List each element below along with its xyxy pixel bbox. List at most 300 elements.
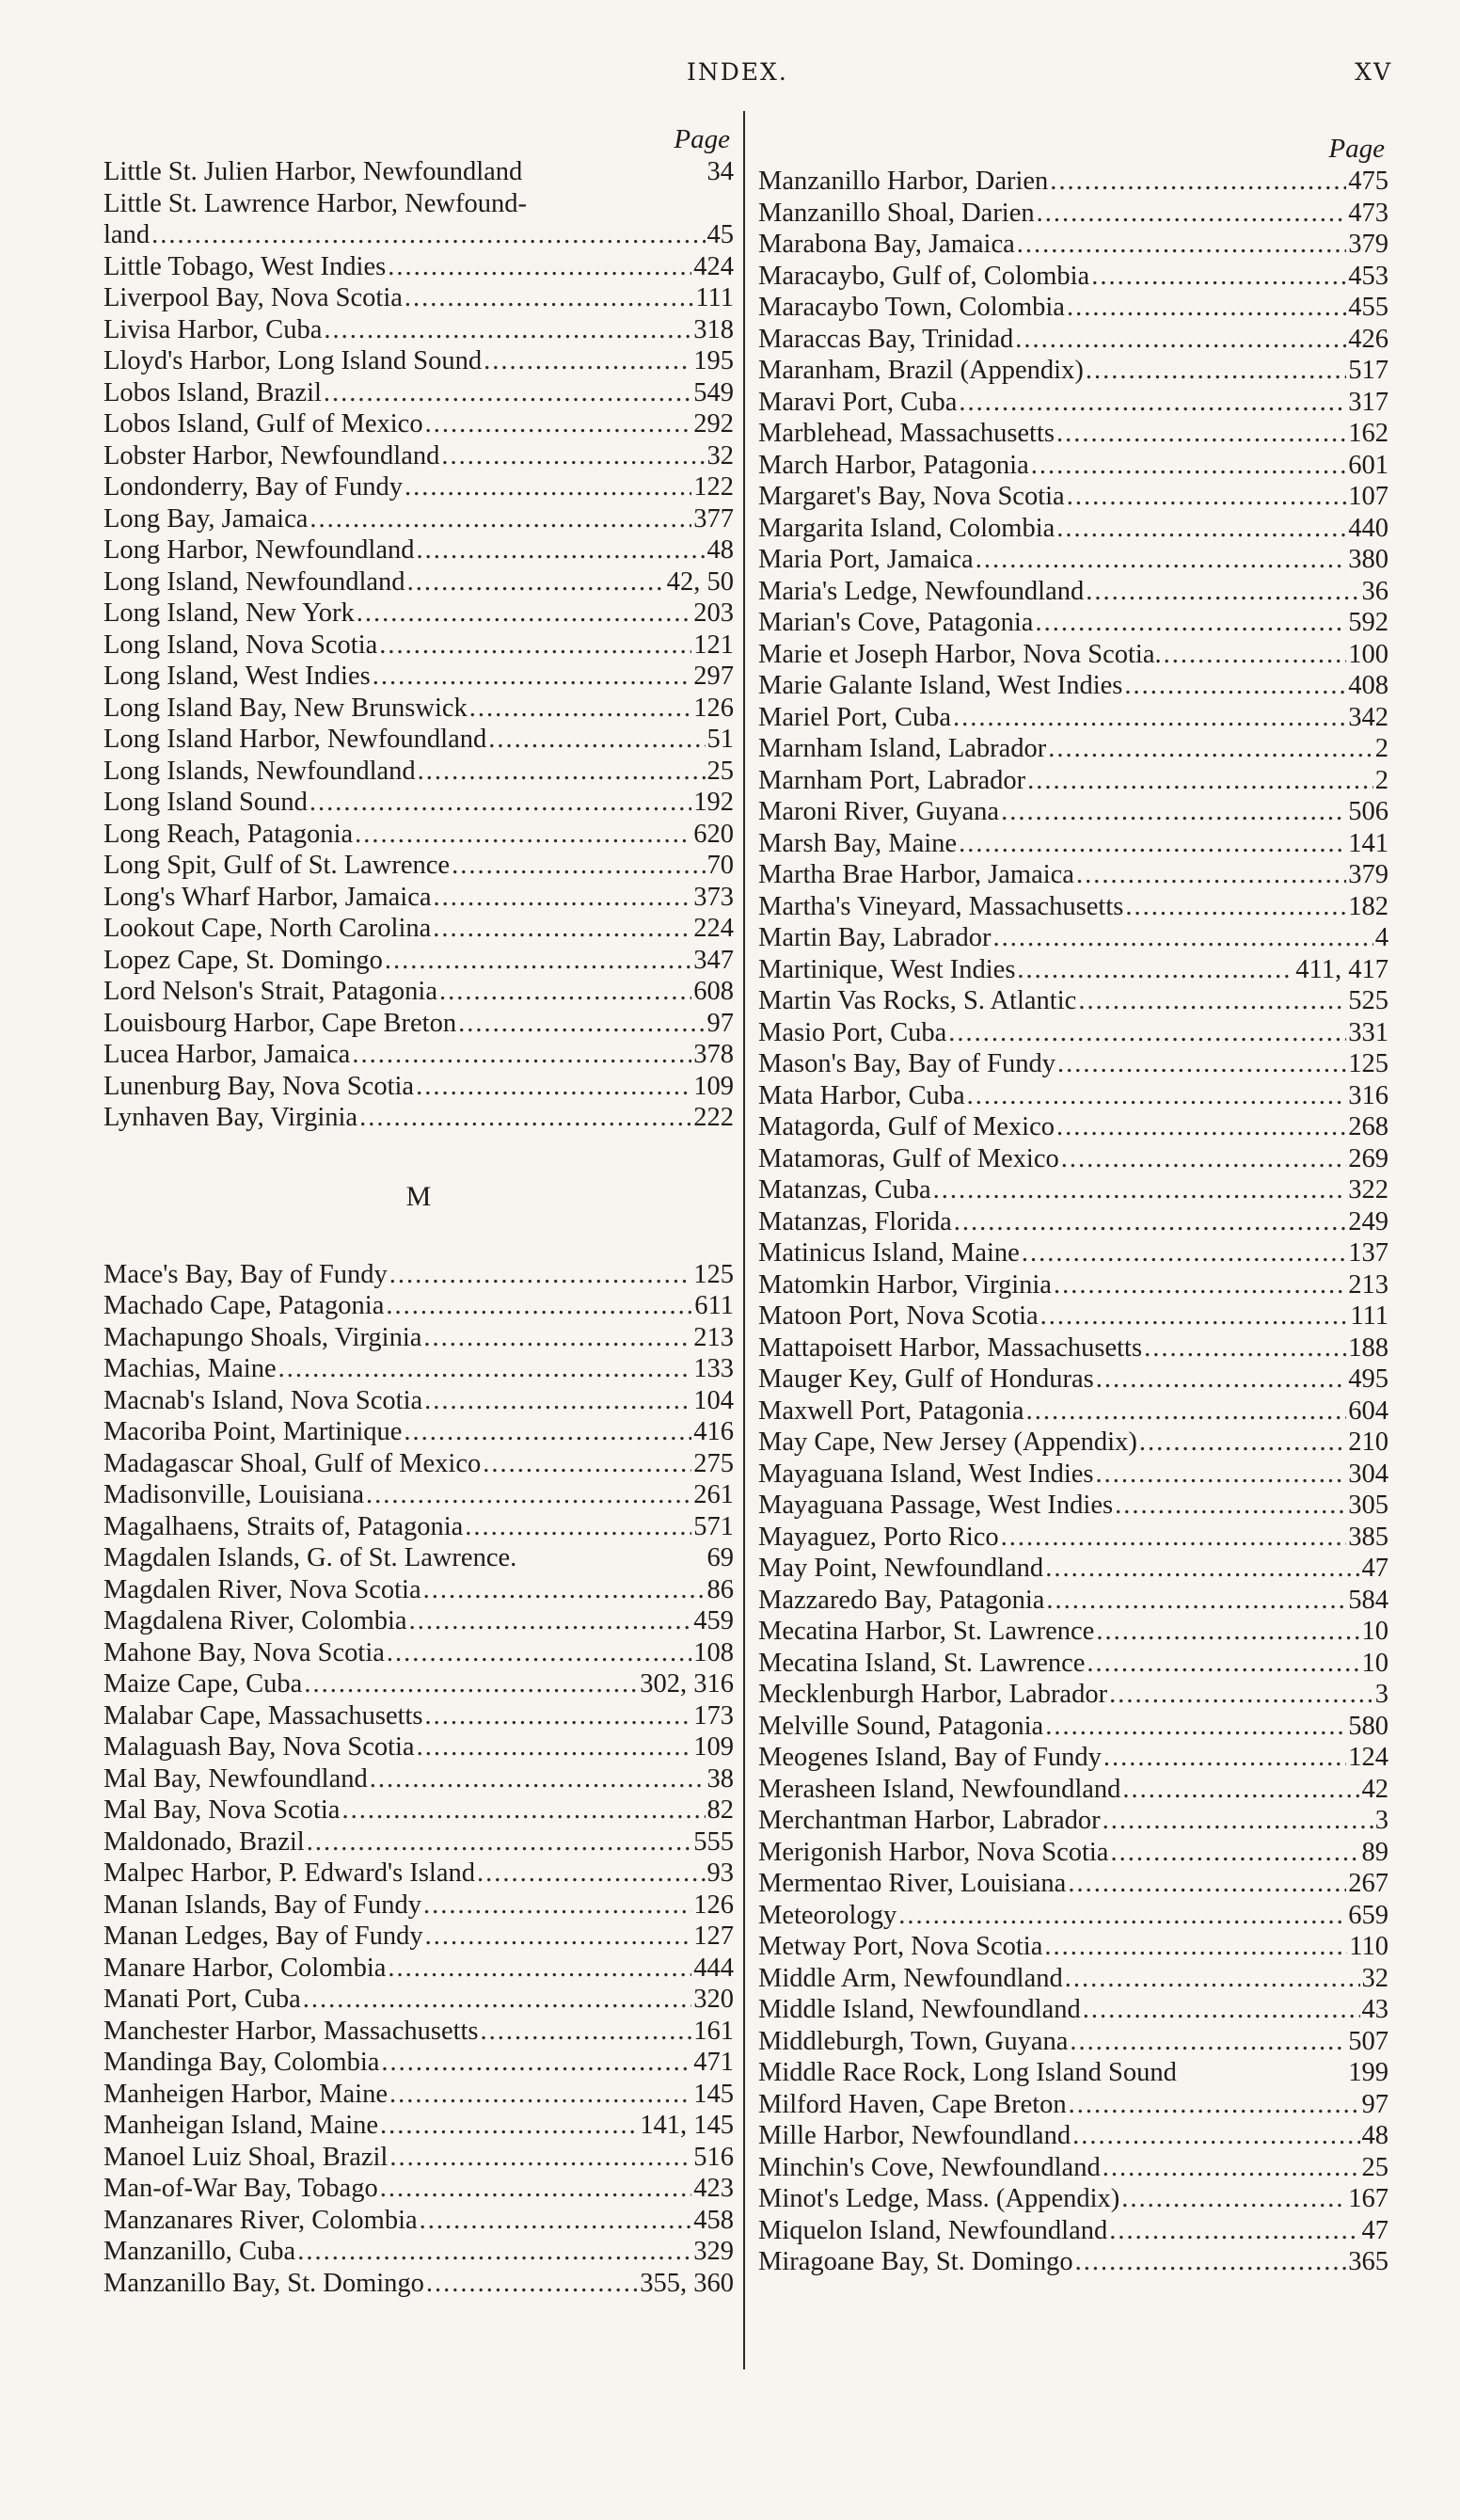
leader-dots <box>423 1574 706 1606</box>
entry-page-number: 261 <box>693 1480 734 1509</box>
index-entry <box>103 1826 734 1858</box>
index-entry <box>758 324 1389 356</box>
leader-dots <box>1044 1931 1347 1963</box>
leader-dots <box>151 219 705 251</box>
index-entry <box>758 481 1389 513</box>
index-entry <box>758 1900 1389 1932</box>
entry-name: Maraccas Bay, Trinidad <box>758 324 1014 354</box>
entry-name: Martin Vas Rocks, S. Atlantic <box>758 986 1077 1015</box>
leader-dots <box>1027 765 1373 797</box>
entry-name: Middle Race Rock, Long Island Sound <box>758 2058 1177 2087</box>
entry-name: Marnham Port, Labrador <box>758 765 1026 795</box>
index-entry <box>103 314 734 346</box>
index-entry <box>758 702 1389 734</box>
entry-name: Middle Island, Newfoundland <box>758 1995 1081 2024</box>
entry-page-number: 385 <box>1348 1522 1389 1552</box>
entry-name: Manati Port, Cuba <box>103 1985 301 2014</box>
entry-name: Livisa Harbor, Cuba <box>103 314 323 344</box>
index-entry <box>103 534 734 566</box>
index-entry <box>103 1448 734 1480</box>
index-entry <box>758 2120 1389 2152</box>
leader-dots <box>386 1290 692 1322</box>
entry-name: Long Island, West Indies <box>103 662 371 691</box>
index-entry <box>758 1868 1389 1900</box>
entry-page-number: 659 <box>1348 1900 1389 1930</box>
entry-page-number: 145 <box>693 2079 734 2109</box>
index-entry <box>758 1774 1389 1806</box>
index-entry <box>758 387 1389 419</box>
entry-page-number: 275 <box>693 1448 734 1478</box>
entry-name: Mille Harbor, Newfoundland <box>758 2121 1071 2150</box>
index-entry <box>758 1837 1389 1869</box>
left-entries-bottom <box>103 1259 734 2300</box>
index-entry <box>758 1174 1389 1206</box>
entry-page-number: 104 <box>693 1385 734 1415</box>
entry-page-number: 342 <box>1348 702 1389 732</box>
entry-name: Macoriba Point, Martinique <box>103 1417 403 1446</box>
index-entry <box>103 819 734 851</box>
leader-dots <box>954 1206 1346 1238</box>
right-column <box>758 122 1389 2278</box>
index-entry <box>758 1648 1389 1680</box>
entry-name: Margarita Island, Colombia <box>758 513 1055 543</box>
leader-dots <box>469 693 691 725</box>
index-entry <box>758 450 1389 482</box>
leader-dots <box>1070 2026 1346 2058</box>
entry-name: Matamoras, Gulf of Mexico <box>758 1143 1059 1173</box>
entry-name: Liverpool Bay, Nova Scotia <box>103 283 403 312</box>
entry-page-number: 380 <box>1348 545 1389 574</box>
entry-name: Minchin's Cove, Newfoundland <box>758 2152 1101 2182</box>
index-entry <box>103 882 734 914</box>
entry-name: Mecklenburgh Harbor, Labrador <box>758 1680 1108 1709</box>
entry-page-number: 3 <box>1374 1806 1389 1835</box>
leader-dots <box>1109 2215 1359 2247</box>
index-entry <box>103 1605 734 1637</box>
index-entry <box>103 1763 734 1795</box>
entry-name: Martin Bay, Labrador <box>758 923 992 952</box>
index-entry <box>103 2268 734 2300</box>
entry-page-number: 459 <box>693 1606 734 1635</box>
leader-dots <box>1045 1553 1359 1585</box>
index-entry <box>103 1984 734 2016</box>
entry-name: Merasheen Island, Newfoundland <box>758 1774 1121 1804</box>
index-entry <box>758 2246 1389 2278</box>
entry-page-number: 495 <box>1348 1364 1389 1394</box>
entry-name: Mayaguez, Porto Rico <box>758 1522 999 1552</box>
entry-page-number: 377 <box>693 503 734 534</box>
leader-dots <box>359 1102 691 1134</box>
entry-name: Middleburgh, Town, Guyana <box>758 2026 1069 2056</box>
entry-name: Madisonville, Louisiana <box>103 1480 365 1509</box>
entry-name: Long Island, New York <box>103 598 355 628</box>
entry-page-number: 3 <box>1374 1680 1389 1709</box>
entry-name: Maroni River, Guyana <box>758 797 1000 826</box>
leader-dots <box>324 377 691 409</box>
entry-page-number: 269 <box>1348 1143 1389 1173</box>
leader-dots <box>1109 1679 1373 1711</box>
entry-name: Matoon Port, Nova Scotia <box>758 1301 1039 1331</box>
entry-name: Magalhaens, Straits of, Patagonia <box>103 1511 464 1541</box>
leader-dots <box>967 1080 1347 1112</box>
index-entry <box>758 1711 1389 1743</box>
entry-page-number: 365 <box>1348 2247 1389 2276</box>
entry-page-number: 137 <box>1348 1238 1389 1268</box>
entry-page-number: 47 <box>1361 2215 1389 2245</box>
entry-name: Louisbourg Harbor, Cape Breton <box>103 1008 457 1038</box>
leader-dots <box>420 2205 692 2237</box>
leader-dots <box>303 1984 691 2016</box>
index-entry <box>758 639 1389 671</box>
index-entry <box>758 1994 1389 2026</box>
entry-name: Malaguash Bay, Nova Scotia <box>103 1732 415 1762</box>
leader-dots <box>1110 1837 1359 1869</box>
entry-name: Matomkin Harbor, Virginia <box>758 1269 1052 1300</box>
entry-page-number: 355, 360 <box>640 2268 734 2298</box>
index-entry <box>758 1931 1389 1963</box>
index-entry <box>758 922 1389 954</box>
leader-dots <box>370 1763 706 1795</box>
index-entry <box>758 1206 1389 1238</box>
index-entry <box>758 418 1389 450</box>
entry-name: Marnham Island, Labrador <box>758 734 1047 763</box>
entry-page-number: 10 <box>1361 1648 1389 1678</box>
entry-page-number: 93 <box>706 1858 734 1888</box>
index-entry <box>758 261 1389 293</box>
entry-page-number: 318 <box>693 314 734 344</box>
index-entry <box>103 188 734 220</box>
entry-name: Meogenes Island, Bay of Fundy <box>758 1743 1102 1772</box>
leader-dots <box>1096 1616 1359 1648</box>
index-entry <box>103 2047 734 2079</box>
entry-name: Lobos Island, Gulf of Mexico <box>103 409 423 439</box>
index-entry <box>103 1637 734 1669</box>
index-entry <box>758 1616 1389 1648</box>
entry-name: Manzanillo Shoal, Darien <box>758 198 1035 228</box>
index-entry <box>758 1963 1389 1995</box>
entry-page-number: 100 <box>1348 639 1389 669</box>
entry-page-number: 268 <box>1348 1112 1389 1141</box>
leader-dots <box>976 544 1347 576</box>
entry-name: Miragoane Bay, St. Domingo <box>758 2247 1073 2276</box>
index-entry <box>103 1385 734 1417</box>
entry-page-number: 45 <box>706 220 734 249</box>
leader-dots <box>933 1174 1347 1206</box>
leader-dots <box>423 1322 691 1354</box>
leader-dots <box>1115 1490 1346 1522</box>
index-entry <box>758 544 1389 576</box>
leader-dots <box>426 2268 638 2300</box>
entry-name: Marsh Bay, Maine <box>758 828 958 858</box>
index-entry <box>758 607 1389 639</box>
index-entry <box>758 355 1389 387</box>
entry-name: Malabar Cape, Massachusetts <box>103 1700 423 1731</box>
entry-name: Martha Brae Harbor, Jamaica <box>758 860 1074 889</box>
entry-page-number: 48 <box>706 535 734 565</box>
entry-page-number: 592 <box>1348 608 1389 637</box>
leader-dots <box>1056 513 1346 545</box>
entry-name: Lopez Cape, St. Domingo <box>103 945 383 975</box>
entry-page-number: 347 <box>693 945 734 975</box>
entry-name: Long Island, Nova Scotia <box>103 630 378 660</box>
leader-dots <box>405 471 691 503</box>
entry-name: Merigonish Harbor, Nova Scotia <box>758 1837 1109 1867</box>
entry-name: Lookout Cape, North Carolina <box>103 914 432 943</box>
index-entry <box>103 1700 734 1732</box>
index-entry <box>758 2152 1389 2184</box>
entry-page-number: 444 <box>693 1953 734 1983</box>
index-entry <box>758 891 1389 923</box>
leader-dots <box>324 314 691 346</box>
index-entry <box>758 1080 1389 1112</box>
entry-page-number: 127 <box>693 1922 734 1951</box>
entry-page-number: 141, 145 <box>640 2111 734 2140</box>
leader-dots <box>1103 1805 1373 1837</box>
entry-name: Lynhaven Bay, Virginia <box>103 1103 358 1132</box>
entry-page-number: 423 <box>693 2174 734 2203</box>
entry-page-number: 549 <box>693 377 734 407</box>
entry-name: Mecatina Harbor, St. Lawrence <box>758 1617 1095 1646</box>
entry-name: Minot's Ledge, Mass. (Appendix) <box>758 2184 1120 2213</box>
index-entry <box>103 1574 734 1606</box>
entry-name: Man-of-War Bay, Tobago <box>103 2174 378 2203</box>
index-entry <box>103 408 734 440</box>
entry-page-number: 611 <box>694 1291 734 1320</box>
index-entry <box>758 733 1389 765</box>
entry-page-number: 161 <box>693 2016 734 2046</box>
index-entry <box>758 859 1389 891</box>
leader-dots <box>388 251 691 283</box>
leader-dots <box>416 1071 691 1103</box>
entry-name: Lord Nelson's Strait, Patagonia <box>103 977 437 1006</box>
leader-dots <box>458 1008 705 1040</box>
page-column-label: Page <box>1328 134 1385 164</box>
leader-dots <box>1050 166 1346 198</box>
index-entry <box>758 1017 1389 1049</box>
entry-name: Maria Port, Jamaica <box>758 545 974 574</box>
leader-dots <box>1125 891 1346 923</box>
leader-dots <box>1067 481 1347 513</box>
entry-page-number: 517 <box>1348 356 1389 385</box>
entry-name: Long Harbor, Newfoundland <box>103 535 415 565</box>
entry-name: Mazzaredo Bay, Patagonia <box>758 1585 1045 1615</box>
entry-page-number: 213 <box>1348 1269 1389 1300</box>
entry-name: Malpec Harbor, P. Edward's Island <box>103 1858 475 1888</box>
page-column-label: Page <box>674 124 730 154</box>
entry-page-number: 97 <box>1361 2089 1389 2119</box>
leader-dots <box>278 1353 692 1385</box>
leader-dots <box>1121 2183 1346 2215</box>
leader-dots <box>1065 1963 1360 1995</box>
leader-dots <box>416 534 705 566</box>
entry-name: Maranham, Brazil (Appendix) <box>758 356 1084 385</box>
entry-page-number: 126 <box>693 1890 734 1920</box>
leader-dots <box>441 440 705 472</box>
index-entry <box>103 1668 734 1700</box>
entry-name: Mecatina Island, St. Lawrence <box>758 1648 1086 1678</box>
entry-name: Lunenburg Bay, Nova Scotia <box>103 1071 415 1101</box>
entry-page-number: 471 <box>693 2048 734 2077</box>
index-entry <box>758 513 1389 545</box>
entry-page-number: 305 <box>1348 1491 1389 1520</box>
index-entry <box>758 1805 1389 1837</box>
index-entry <box>103 787 734 819</box>
left-entries-top <box>103 156 734 1134</box>
entry-page-number: 458 <box>693 2205 734 2235</box>
entry-page-number: 25 <box>706 756 734 786</box>
entry-page-number: 34 <box>706 157 734 186</box>
index-entry <box>103 251 734 283</box>
entry-name: Mattapoisett Harbor, Massachusetts <box>758 1332 1143 1363</box>
entry-page-number: 571 <box>693 1511 734 1541</box>
index-entry <box>103 630 734 662</box>
entry-name: Manzanillo, Cuba <box>103 2237 296 2266</box>
column-divider <box>743 111 745 2369</box>
entry-name: Metway Port, Nova Scotia <box>758 1932 1043 1961</box>
entry-page-number: 25 <box>1361 2152 1389 2182</box>
entry-name: Long Bay, Jamaica <box>103 503 309 534</box>
leader-dots <box>373 661 692 693</box>
entry-name: Middle Arm, Newfoundland <box>758 1963 1063 1993</box>
entry-page-number: 111 <box>1350 1301 1389 1331</box>
entry-page-number: 10 <box>1361 1617 1389 1646</box>
entry-name: Miquelon Island, Newfoundland <box>758 2215 1108 2245</box>
index-entry <box>103 850 734 882</box>
leader-dots <box>1103 2152 1360 2184</box>
leader-dots <box>1061 1143 1347 1175</box>
leader-dots <box>481 2016 692 2048</box>
entry-page-number: 192 <box>693 788 734 817</box>
entry-page-number: 188 <box>1348 1332 1389 1363</box>
index-entry <box>758 1585 1389 1617</box>
index-entry <box>103 2110 734 2142</box>
index-entry <box>758 292 1389 324</box>
index-entry <box>103 945 734 977</box>
index-entry <box>758 670 1389 702</box>
leader-dots <box>366 1479 691 1511</box>
leader-dots <box>433 913 691 945</box>
entry-name: Milford Haven, Cape Breton <box>758 2089 1067 2119</box>
entry-page-number: 411, 417 <box>1295 954 1389 984</box>
entry-name: March Harbor, Patagonia <box>758 450 1029 480</box>
entry-name: Lobster Harbor, Newfoundland <box>103 440 440 471</box>
leader-dots <box>423 1890 691 1922</box>
entry-name: Lucea Harbor, Jamaica <box>103 1040 351 1069</box>
entry-page-number: 86 <box>706 1574 734 1604</box>
index-entry <box>103 219 734 251</box>
entry-page-number: 109 <box>693 1732 734 1762</box>
leader-dots <box>425 408 692 440</box>
entry-name: Mal Bay, Nova Scotia <box>103 1795 341 1825</box>
entry-page-number: 51 <box>706 725 734 754</box>
index-entry <box>103 661 734 693</box>
entry-name: Mayaguana Passage, West Indies <box>758 1491 1114 1520</box>
leader-dots <box>404 1416 691 1448</box>
index-entry <box>103 598 734 630</box>
entry-name: Magdalen River, Nova Scotia <box>103 1574 421 1604</box>
index-entry <box>758 1522 1389 1554</box>
entry-page-number: 408 <box>1348 671 1389 700</box>
entry-page-number: 43 <box>1361 1995 1389 2024</box>
entry-name: Mariel Port, Cuba <box>758 702 952 732</box>
leader-dots <box>1001 1522 1347 1554</box>
entry-page-number: 506 <box>1348 797 1389 826</box>
index-entry <box>103 2205 734 2237</box>
entry-name: Mermentao River, Louisiana <box>758 1869 1067 1898</box>
entry-name: Margaret's Bay, Nova Scotia <box>758 482 1065 511</box>
entry-page-number: 580 <box>1348 1711 1389 1741</box>
leader-dots <box>389 1259 692 1291</box>
entry-page-number: 440 <box>1348 513 1389 543</box>
index-entry <box>103 1353 734 1385</box>
entry-page-number: 473 <box>1348 198 1389 228</box>
leader-dots <box>1144 1332 1346 1364</box>
leader-dots <box>477 1858 706 1890</box>
index-entry <box>758 985 1389 1017</box>
entry-name: Londonderry, Bay of Fundy <box>103 472 403 502</box>
index-entry <box>103 1290 734 1322</box>
index-entry <box>103 566 734 598</box>
leader-dots <box>355 819 691 851</box>
leader-dots <box>352 1039 691 1071</box>
entry-page-number: 203 <box>693 598 734 628</box>
leader-dots <box>1037 198 1347 230</box>
entry-page-number: 36 <box>1361 576 1389 606</box>
entry-page-number: 111 <box>695 283 734 312</box>
entry-page-number: 210 <box>1348 1427 1389 1457</box>
leader-dots <box>1057 1048 1346 1080</box>
entry-name: Maria's Ledge, Newfoundland <box>758 576 1085 606</box>
entry-name: Maldonado, Brazil <box>103 1826 305 1857</box>
entry-page-number: 107 <box>1348 482 1389 511</box>
index-entry <box>103 1731 734 1763</box>
index-entry <box>758 2026 1389 2058</box>
index-entry <box>103 2236 734 2268</box>
leader-dots <box>488 724 705 756</box>
leader-dots <box>484 345 691 377</box>
entry-name: Maxwell Port, Patagonia <box>758 1396 1024 1426</box>
leader-dots <box>452 850 705 882</box>
leader-dots <box>1068 1868 1346 1900</box>
entry-name: Marie et Joseph Harbor, Nova Scotia. <box>758 639 1162 669</box>
entry-name: Meteorology <box>758 1900 897 1930</box>
leader-dots <box>424 1385 691 1417</box>
entry-page-number: 297 <box>693 662 734 691</box>
index-entry <box>103 2173 734 2205</box>
index-entry <box>758 828 1389 860</box>
index-entry <box>103 156 734 188</box>
entry-name: Magdalen Islands, G. of St. Lawrence. <box>103 1543 517 1572</box>
leader-dots <box>1056 418 1346 450</box>
leader-dots <box>898 1900 1346 1932</box>
leader-dots <box>1017 229 1347 261</box>
entry-page-number: 373 <box>693 882 734 912</box>
index-entry <box>103 503 734 535</box>
section-letter: M <box>405 1180 432 1212</box>
index-entry <box>103 1039 734 1071</box>
entry-page-number: 378 <box>693 1040 734 1069</box>
left-column <box>103 122 734 2299</box>
header-page-number: XV <box>1355 58 1392 86</box>
entry-page-number: 379 <box>1348 230 1389 259</box>
leader-dots <box>1087 1648 1359 1680</box>
leader-dots <box>1075 2246 1347 2278</box>
index-entry <box>758 1679 1389 1711</box>
leader-dots <box>1048 733 1373 765</box>
index-entry <box>103 282 734 314</box>
entry-name: Manzanares River, Colombia <box>103 2205 418 2235</box>
leader-dots <box>341 1794 705 1826</box>
